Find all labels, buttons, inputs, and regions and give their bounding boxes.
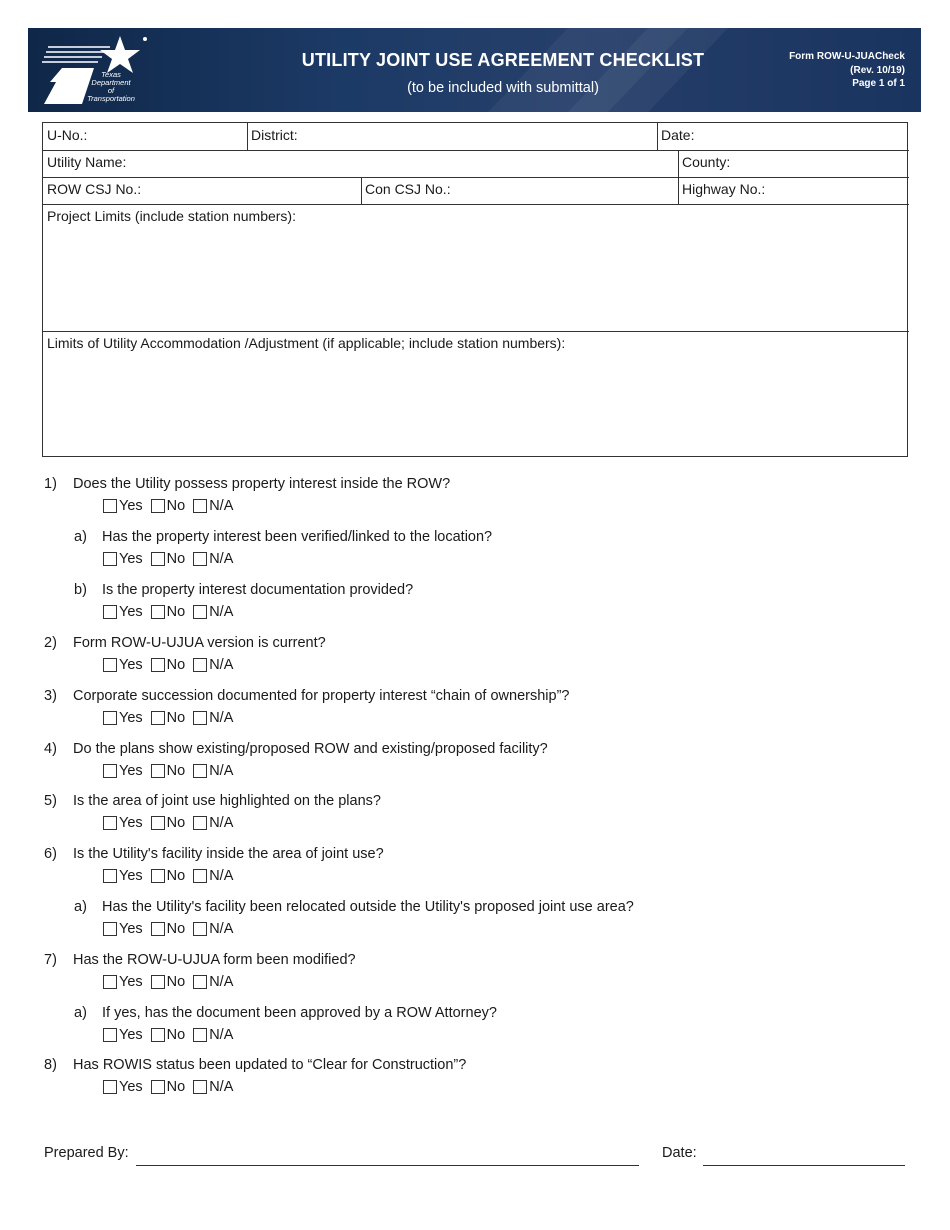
yes-checkbox[interactable] [103, 1079, 143, 1095]
checkbox-icon[interactable] [193, 975, 207, 989]
checkbox-icon[interactable] [193, 1028, 207, 1042]
question-number: a) [74, 1005, 87, 1021]
page-subtitle: (to be included with submittal) [407, 80, 599, 96]
option-label: N/A [209, 868, 234, 884]
date-label: Date: [661, 127, 695, 143]
answer-options [103, 551, 241, 570]
question-text: Has ROWIS status been updated to “Clear for Construction”? [73, 1057, 467, 1073]
question-text: Has the property interest been verified/linked to the location? [102, 529, 493, 545]
option-label: N/A [209, 1027, 234, 1043]
checkbox-icon[interactable] [103, 711, 117, 725]
checkbox-icon[interactable] [151, 975, 165, 989]
yes-checkbox[interactable] [103, 974, 143, 990]
option-label: No [166, 551, 186, 567]
question-text: Do the plans show existing/proposed ROW and existing/proposed facility? [73, 741, 548, 757]
yes-checkbox[interactable] [103, 657, 143, 673]
checkbox-icon[interactable] [193, 605, 207, 619]
project-limits-field[interactable] [43, 204, 909, 331]
no-checkbox[interactable] [151, 868, 186, 884]
yes-checkbox[interactable] [103, 763, 143, 779]
question-text: Has the Utility's facility been relocated outside the Utility's proposed joint use area? [102, 899, 634, 915]
yes-checkbox[interactable] [103, 815, 143, 831]
answer-options [103, 815, 241, 834]
footer-date-line[interactable] [703, 1165, 905, 1166]
option-label: Yes [119, 974, 143, 990]
utility-limits-field[interactable] [43, 331, 909, 457]
yes-checkbox[interactable] [103, 551, 143, 567]
utility-limits-label: Limits of Utility Accommodation /Adjustment (if applicable; include station numbers): [47, 335, 566, 351]
option-label: N/A [209, 604, 234, 620]
no-checkbox[interactable] [151, 604, 186, 620]
na-checkbox[interactable] [193, 974, 233, 990]
row-csj-field[interactable] [43, 177, 361, 204]
option-label: Yes [119, 763, 143, 779]
answer-options [103, 974, 241, 993]
utility-name-label: Utility Name: [47, 154, 127, 170]
option-label: No [166, 1079, 186, 1095]
na-checkbox[interactable] [193, 763, 233, 779]
option-label: No [166, 921, 186, 937]
yes-checkbox[interactable] [103, 1027, 143, 1043]
utility-name-field[interactable] [43, 150, 678, 177]
checkbox-icon[interactable] [103, 764, 117, 778]
na-checkbox[interactable] [193, 657, 233, 673]
question-number: 7) [44, 952, 57, 968]
county-field[interactable] [678, 150, 909, 177]
question-text: Does the Utility possess property interest inside the ROW? [73, 476, 451, 492]
con-csj-field[interactable] [361, 177, 678, 204]
option-label: No [166, 604, 186, 620]
no-checkbox[interactable] [151, 974, 186, 990]
na-checkbox[interactable] [193, 498, 233, 514]
question-number: 6) [44, 846, 57, 862]
u-no-label: U-No.: [47, 127, 88, 143]
option-label: Yes [119, 657, 143, 673]
answer-options [103, 710, 241, 729]
checkbox-icon[interactable] [103, 869, 117, 883]
checkbox-icon[interactable] [151, 869, 165, 883]
checkbox-icon[interactable] [151, 605, 165, 619]
question-text: Form ROW-U-UJUA version is current? [73, 635, 326, 651]
checkbox-icon[interactable] [193, 1080, 207, 1094]
checkbox-icon[interactable] [103, 975, 117, 989]
na-checkbox[interactable] [193, 815, 233, 831]
checkbox-icon[interactable] [151, 658, 165, 672]
na-checkbox[interactable] [193, 710, 233, 726]
option-label: N/A [209, 921, 234, 937]
no-checkbox[interactable] [151, 815, 186, 831]
form-identifier [789, 50, 905, 91]
form-number: Form ROW-U-JUACheck [789, 51, 905, 62]
option-label: No [166, 763, 186, 779]
checkbox-icon[interactable] [151, 816, 165, 830]
checkbox-icon[interactable] [193, 869, 207, 883]
no-checkbox[interactable] [151, 710, 186, 726]
header-banner [28, 28, 921, 112]
na-checkbox[interactable] [193, 551, 233, 567]
county-label: County: [682, 154, 731, 170]
checkbox-icon[interactable] [193, 499, 207, 513]
option-label: No [166, 868, 186, 884]
option-label: N/A [209, 815, 234, 831]
district-label: District: [251, 127, 298, 143]
no-checkbox[interactable] [151, 763, 186, 779]
option-label: Yes [119, 604, 143, 620]
district-field[interactable] [247, 123, 657, 150]
option-label: N/A [209, 1079, 234, 1095]
answer-options [103, 1079, 241, 1098]
yes-checkbox[interactable] [103, 604, 143, 620]
answer-options [103, 604, 241, 623]
checkbox-icon[interactable] [193, 764, 207, 778]
option-label: N/A [209, 710, 234, 726]
checkbox-icon[interactable] [151, 1028, 165, 1042]
checkbox-icon[interactable] [193, 658, 207, 672]
no-checkbox[interactable] [151, 1027, 186, 1043]
checkbox-icon[interactable] [103, 1028, 117, 1042]
option-label: Yes [119, 921, 143, 937]
question-text: Is the area of joint use highlighted on the plans? [73, 793, 381, 809]
checkbox-icon[interactable] [103, 605, 117, 619]
option-label: N/A [209, 974, 234, 990]
yes-checkbox[interactable] [103, 710, 143, 726]
question-text: Is the property interest documentation provided? [102, 582, 414, 598]
answer-options [103, 657, 241, 676]
na-checkbox[interactable] [193, 1079, 233, 1095]
answer-options [103, 868, 241, 887]
checkbox-icon[interactable] [151, 711, 165, 725]
option-label: N/A [209, 551, 234, 567]
u-no-field[interactable] [43, 123, 247, 150]
question-text: Corporate succession documented for property interest “chain of ownership”? [73, 688, 570, 704]
question-text: Has the ROW-U-UJUA form been modified? [73, 952, 356, 968]
checkbox-icon[interactable] [103, 922, 117, 936]
checkbox-icon[interactable] [151, 499, 165, 513]
checkbox-icon[interactable] [151, 552, 165, 566]
logo-text [83, 71, 139, 103]
logo-line-3: of Transportation [87, 86, 135, 103]
question-number: 5) [44, 793, 57, 809]
na-checkbox[interactable] [193, 868, 233, 884]
con-csj-label: Con CSJ No.: [365, 181, 451, 197]
option-label: N/A [209, 763, 234, 779]
page-number: Page 1 of 1 [852, 78, 905, 89]
checkbox-icon[interactable] [151, 1080, 165, 1094]
na-checkbox[interactable] [193, 921, 233, 937]
prepared-by-line[interactable] [136, 1165, 639, 1166]
logo-line-2: Department [91, 78, 131, 87]
checkbox-icon[interactable] [193, 816, 207, 830]
no-checkbox[interactable] [151, 1079, 186, 1095]
option-label: Yes [119, 1079, 143, 1095]
checkbox-icon[interactable] [103, 816, 117, 830]
na-checkbox[interactable] [193, 1027, 233, 1043]
yes-checkbox[interactable] [103, 498, 143, 514]
question-number: b) [74, 582, 87, 598]
option-label: No [166, 710, 186, 726]
highway-label: Highway No.: [682, 181, 766, 197]
checkbox-icon[interactable] [151, 922, 165, 936]
no-checkbox[interactable] [151, 657, 186, 673]
option-label: Yes [119, 498, 143, 514]
project-info-box [42, 122, 908, 457]
highway-field[interactable] [678, 177, 909, 204]
option-label: N/A [209, 498, 234, 514]
footer-date-label: Date: [662, 1145, 697, 1161]
checkbox-icon[interactable] [193, 922, 207, 936]
option-label: Yes [119, 868, 143, 884]
question-number: a) [74, 529, 87, 545]
option-label: No [166, 815, 186, 831]
option-label: No [166, 657, 186, 673]
option-label: Yes [119, 815, 143, 831]
question-number: 1) [44, 476, 57, 492]
answer-options [103, 1027, 241, 1046]
question-number: a) [74, 899, 87, 915]
checkbox-icon[interactable] [103, 658, 117, 672]
yes-checkbox[interactable] [103, 868, 143, 884]
no-checkbox[interactable] [151, 498, 186, 514]
row-csj-label: ROW CSJ No.: [47, 181, 142, 197]
checkbox-icon[interactable] [193, 552, 207, 566]
project-limits-label: Project Limits (include station numbers): [47, 208, 296, 224]
question-text: If yes, has the document been approved by a ROW Attorney? [102, 1005, 497, 1021]
question-number: 2) [44, 635, 57, 651]
checkbox-icon[interactable] [103, 1080, 117, 1094]
logo-line-1: Texas [101, 70, 121, 79]
checkbox-icon[interactable] [151, 764, 165, 778]
question-number: 4) [44, 741, 57, 757]
answer-options [103, 498, 241, 517]
option-label: Yes [119, 710, 143, 726]
prepared-by-label: Prepared By: [44, 1145, 129, 1161]
checkbox-icon[interactable] [103, 499, 117, 513]
no-checkbox[interactable] [151, 551, 186, 567]
answer-options [103, 921, 241, 940]
form-revision: (Rev. 10/19) [850, 64, 905, 76]
option-label: Yes [119, 551, 143, 567]
answer-options [103, 763, 241, 782]
checkbox-icon[interactable] [193, 711, 207, 725]
question-text: Is the Utility's facility inside the area of joint use? [73, 846, 384, 862]
option-label: N/A [209, 657, 234, 673]
option-label: No [166, 498, 186, 514]
page-title: UTILITY JOINT USE AGREEMENT CHECKLIST [301, 50, 705, 70]
option-label: No [166, 1027, 186, 1043]
yes-checkbox[interactable] [103, 921, 143, 937]
option-label: No [166, 974, 186, 990]
question-number: 3) [44, 688, 57, 704]
checkbox-icon[interactable] [103, 552, 117, 566]
question-number: 8) [44, 1057, 57, 1073]
option-label: Yes [119, 1027, 143, 1043]
date-field[interactable] [657, 123, 909, 150]
no-checkbox[interactable] [151, 921, 186, 937]
na-checkbox[interactable] [193, 604, 233, 620]
